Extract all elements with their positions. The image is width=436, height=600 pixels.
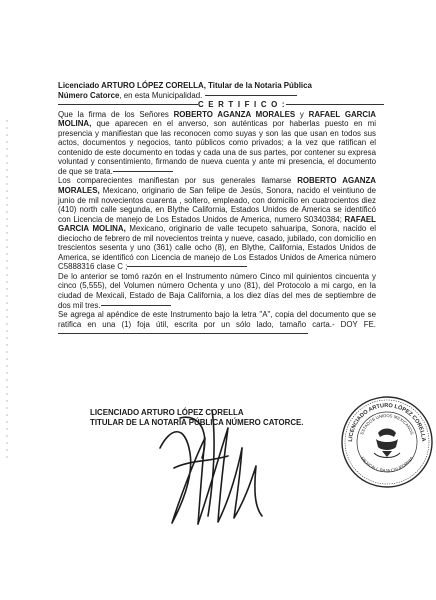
- seal-inner-text: ESTADOS UNIDOS MEXICANOS: [359, 412, 415, 436]
- text-run: Mexicano, originario de valle tecupeto sahuaripa, Sonora, nacido el dieciocho de febrero de mil novecientos treinta y nueve, casado, jubilado, con domicilio en trescientos sesenta y uno (361) calle ocho (8), en Blythe, California, Estados Unidos de America, se identificó con Licencia de manejo de Los Estados Unidos de America número C5888316 clase C ;: [58, 224, 376, 272]
- notary-place: , en esta Municipalidad.: [119, 90, 203, 100]
- signer-name: LICENCIADO ARTURO LÓPEZ CORELLA: [90, 408, 244, 417]
- scan-edge-artifact: [6, 120, 8, 460]
- fill-line: [286, 104, 384, 105]
- name-roberto: ROBERTO AGANZA MORALES,: [58, 176, 376, 196]
- fill-line: [113, 171, 173, 172]
- name-rafael: RAFAEL GARCIA MOLINA,: [58, 214, 376, 234]
- handwritten-signature: [150, 398, 290, 528]
- name-roberto: ROBERTO AGANZA MORALES: [173, 109, 296, 119]
- notary-number: Número Catorce: [58, 90, 120, 100]
- paragraph-generales: [58, 176, 376, 271]
- notary-name: Licenciado ARTURO LÓPEZ CORELLA, Titular de la Notaria Pública: [58, 81, 312, 90]
- fill-line: [127, 266, 247, 267]
- text-run: Mexicano, originario de San felipe de Jesús, Sonora, nacido el veintiuno de junio de mil novecientos cuarenta , soltero, empleado, con domicilio en cuatrocientos diez (410) north calle segunda, en Blythe California, Estados Unidos de America se identificó con Licencia de manejo de Los Estados Unidos de America, numero S0340384;: [58, 186, 376, 224]
- fill-line: [58, 333, 308, 334]
- name-rafael: RAFAEL GARCIA MOLINA,: [58, 109, 376, 129]
- signer-title: TITULAR DE LA NOTARIA PÚBLICA NÚMERO CATORCE.: [90, 418, 304, 427]
- notary-seal: [338, 393, 436, 491]
- text-run: Los comparecientes manifiestan por sus generales llamarse: [58, 176, 298, 186]
- fill-line: [101, 305, 171, 306]
- text-run: Que la firma de los Señores: [58, 109, 174, 119]
- svg-text:LICENCIADO ARTURO LÓPEZ CORELL: [348, 403, 426, 442]
- svg-text:MEXICALI, BAJA CALIFORNIA: [360, 456, 414, 473]
- text-run: De lo anterior se tomó razón en el Instrumento número Cinco mil quinientos cincuenta y cinco (5,555), del Volumen número Ochenta y uno (81), del Protocolo a mi cargo, en la ciudad de Mexicali, Estado de Baja California, a los diez días del mes de septiembre de dos mil tres.: [58, 271, 376, 310]
- certifico-title: C E R T I F I C O :: [198, 100, 286, 110]
- seal-eagle-emblem: [374, 429, 400, 458]
- fill-line: [205, 95, 297, 96]
- paragraph-apendice: [58, 310, 376, 339]
- certifico-line: [58, 100, 376, 110]
- seal-bottom-text: MEXICALI, BAJA CALIFORNIA: [359, 455, 415, 474]
- text-run: Se agrega al apéndice de este Instrumento bajo la letra "A", copia del documento que se ratifica en una (1) foja útil, escrita por un sólo lado, tamaño carta.- DOY FE.: [58, 310, 376, 329]
- certificate-body: [58, 81, 376, 339]
- paragraph-signatures: [58, 110, 376, 177]
- text-run: y: [295, 109, 309, 119]
- notary-header: [58, 81, 376, 100]
- text-run: que aparecen en el anverso, son auténticas por haberlas puesto en mi presencia y manifiestan que las reconocen como suyas y son las que usan en todos sus actos, documentos y negocios, tanto públicos como privados; a la vez que ratifican el contenido de este documento en todas y cada una de sus partes, por contener su expresa voluntad y consentimiento, firmando de nueva cuenta y ante mi presencia, el documento de que se trata.: [58, 119, 376, 176]
- seal-outer-text: LICENCIADO ARTURO LÓPEZ CORELLA: [347, 402, 427, 442]
- paragraph-instrumento: [58, 272, 376, 310]
- fill-line: [58, 104, 198, 105]
